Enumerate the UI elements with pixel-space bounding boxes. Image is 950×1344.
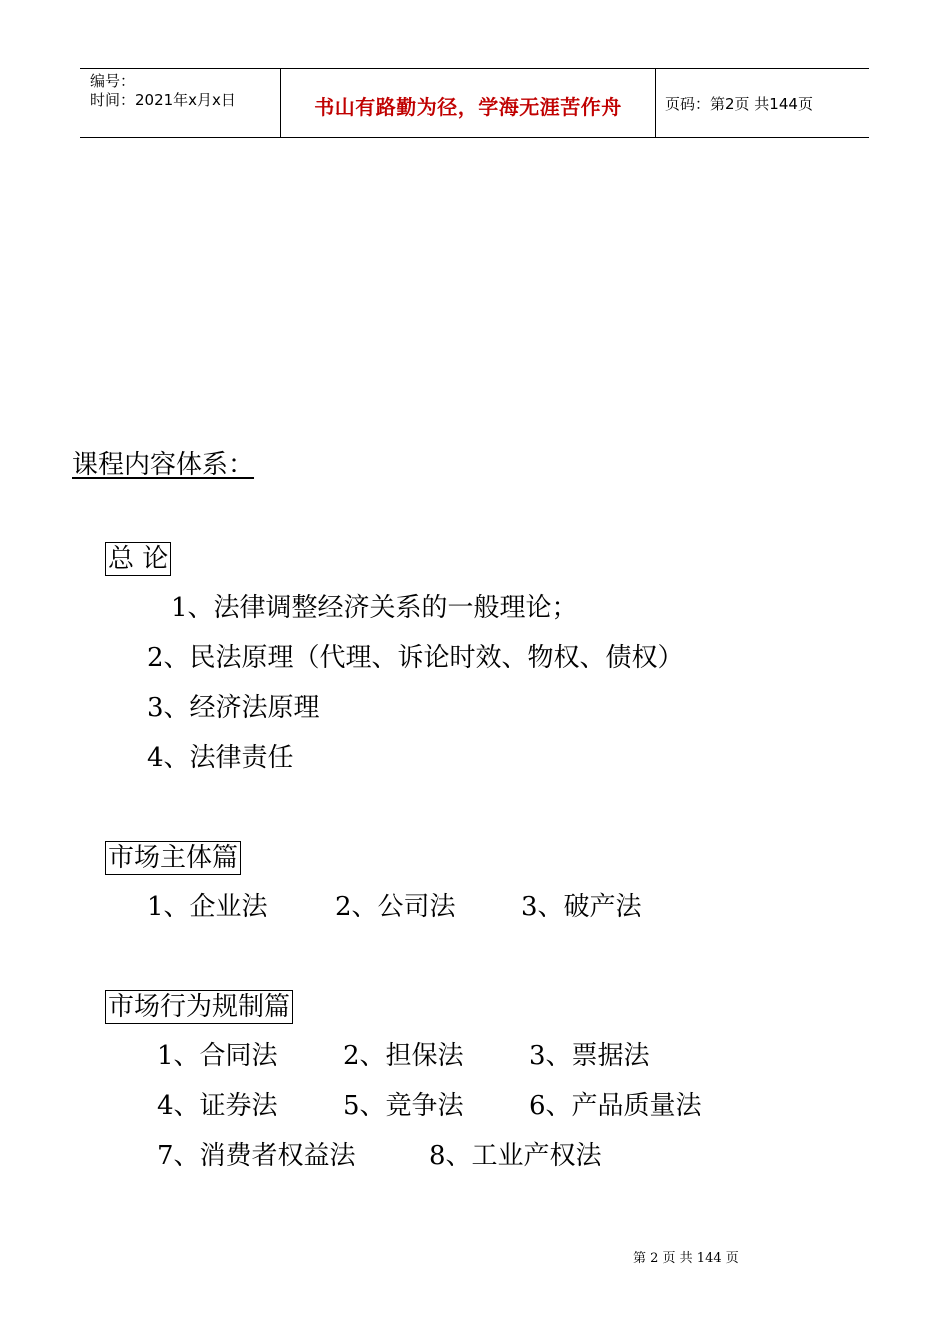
list-item: 3、经济法原理 (147, 693, 320, 723)
header-left-cell (80, 69, 280, 137)
section-heading-general: 总 论 (105, 542, 171, 576)
list-item: 3、票据法 (529, 1041, 650, 1071)
list-item: 6、产品质量法 (529, 1091, 702, 1121)
header-middle-cell (280, 69, 656, 137)
page-header (80, 68, 869, 138)
list-item: 3、破产法 (521, 892, 642, 922)
list-item: 4、证券法 (157, 1091, 278, 1121)
section-heading-market-subject: 市场主体篇 (105, 841, 241, 875)
page-footer: 第 2 页 共 144 页 (633, 1251, 739, 1266)
list-item: 1、法律调整经济关系的一般理论； (171, 593, 578, 623)
page-code: 页码：第2页 共144页 (665, 95, 813, 113)
list-item: 2、民法原理（代理、诉论时效、物权、债权） (147, 643, 684, 673)
time-label: 时间：2021年x月x日 (90, 91, 236, 109)
page-title: 课程内容体系： (72, 450, 255, 480)
header-right-cell (655, 69, 869, 137)
list-item: 7、消费者权益法 (157, 1141, 356, 1171)
section-heading-market-behavior: 市场行为规制篇 (105, 990, 293, 1024)
number-label: 编号： (90, 72, 136, 90)
list-item: 5、竞争法 (343, 1091, 464, 1121)
list-item: 2、公司法 (335, 892, 456, 922)
list-item: 8、工业产权法 (429, 1141, 602, 1171)
list-item: 2、担保法 (343, 1041, 464, 1071)
list-item: 1、企业法 (147, 892, 268, 922)
motto: 书山有路勤为径，学海无涯苦作舟 (314, 95, 622, 119)
list-item: 1、合同法 (157, 1041, 278, 1071)
list-item: 4、法律责任 (147, 743, 294, 773)
